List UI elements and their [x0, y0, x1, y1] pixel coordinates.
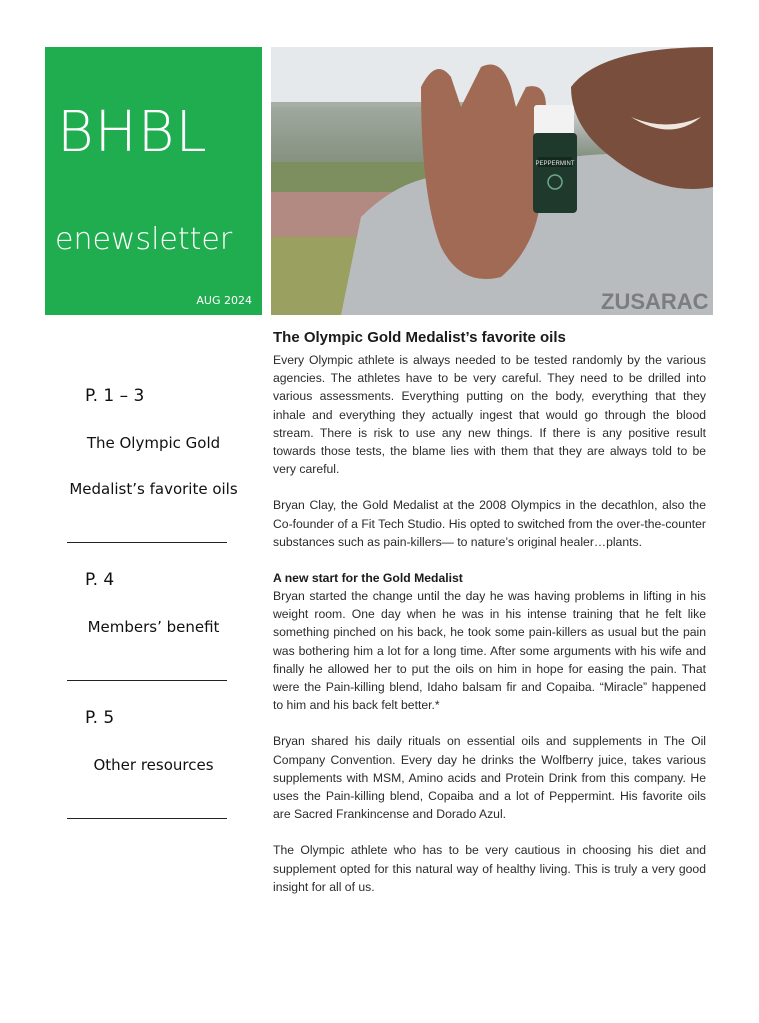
- article-paragraph: Bryan Clay, the Gold Medalist at the 2008 Olympics in the decathlon, also the Co-founder of a Fit Tech Studio. His opted to switched from the over-the-counter substances such as pain-killers— to nature’s original healer…plants.: [273, 498, 706, 549]
- toc-divider: [67, 680, 227, 681]
- article-title: The Olympic Gold Medalist’s favorite oils: [273, 329, 566, 346]
- bottle: [533, 133, 577, 213]
- issue-date: AUG 2024: [196, 294, 252, 307]
- article-paragraph: The Olympic athlete who has to be very cautious in choosing his diet and supplement opted for this natural way of healthy living. This is truly a very good insight for all of us.: [273, 843, 706, 894]
- bottle-cap: [534, 105, 574, 135]
- toc-page-1-3: P. 1 – 3: [85, 386, 145, 406]
- toc-item-olympic-gold-line2[interactable]: Medalist’s favorite oils: [69, 480, 238, 498]
- article-paragraph: Bryan started the change until the day he was having problems in lifting in his weight room. One day when he was in his intense training that he felt like something pinched on his back, he took some pain-killers as usual but the pain was bothering him a lot for a long time. After some arguments with his wife and finally he allowed her to put the oils on him in hope for easing the pain. That were the Pain-killing blend, Idaho balsam fir and Copaiba. “Miracle” happened to him and his back felt better.*: [273, 589, 706, 713]
- article: [273, 328, 706, 914]
- toc-item-members-benefit[interactable]: Members’ benefit: [87, 618, 220, 636]
- toc-page-4: P. 4: [85, 570, 115, 590]
- toc-page-5: P. 5: [85, 708, 115, 728]
- masthead-brand: BHBL: [57, 100, 208, 165]
- toc-divider: [67, 542, 227, 543]
- toc-item-other-resources[interactable]: Other resources: [93, 756, 214, 774]
- toc-divider: [67, 818, 227, 819]
- hoodie-print: ZUSARAC: [601, 289, 709, 314]
- masthead-subtitle: enewsletter: [55, 222, 233, 257]
- hero-photo: [271, 47, 713, 315]
- toc-item-olympic-gold[interactable]: The Olympic Gold: [86, 434, 221, 452]
- article-paragraph: Every Olympic athlete is always needed to be tested randomly by the various agencies. The athletes have to be very careful. They need to be drilled into various assessments. Everything putting on the body, everything that they inhale and everything they actually ingest that would go through the blood stream. There is risk to use any new things. If there is any positive result towards those tests, the blame lies with them that they are always told to be very careful.: [273, 353, 706, 477]
- masthead: [45, 47, 262, 315]
- bottle-label: PEPPERMINT: [535, 161, 575, 167]
- article-paragraph: Bryan shared his daily rituals on essential oils and supplements in The Oil Company Convention. Every day he drinks the Wolfberry juice, takes various supplements with MSM, Amino acids and Protein Drink from this company. He uses the Pain-killing blend, Copaiba and a lot of Peppermint. His favorite oils are Sacred Frankincense and Dorado Azul.: [273, 734, 706, 822]
- article-subheading: A new start for the Gold Medalist: [273, 571, 463, 586]
- hero-photo-illustration: [271, 47, 713, 315]
